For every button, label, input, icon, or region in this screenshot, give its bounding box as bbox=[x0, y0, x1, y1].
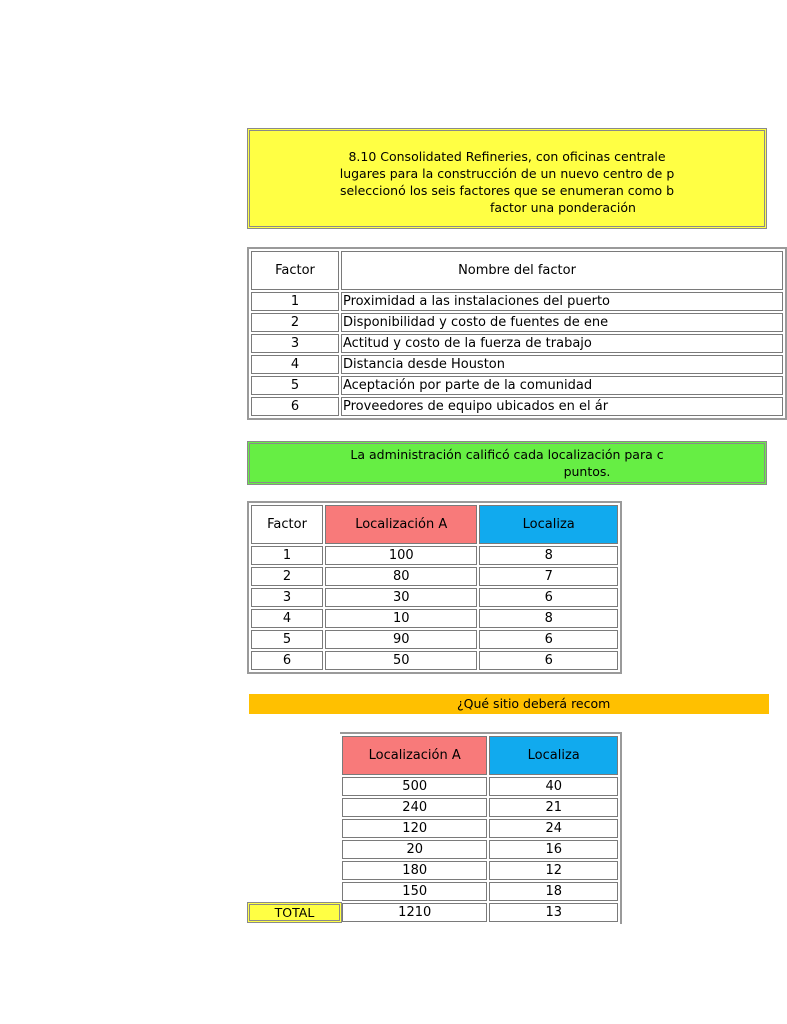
location-b-weighted: 40 bbox=[489, 777, 618, 796]
location-b-header: Localiza bbox=[479, 505, 618, 544]
table-row bbox=[251, 397, 783, 416]
table-row bbox=[342, 777, 618, 796]
location-a-weighted: 180 bbox=[342, 861, 487, 880]
location-a-header: Localización A bbox=[325, 505, 477, 544]
location-b-score: 7 bbox=[479, 567, 618, 586]
factor-number: 1 bbox=[251, 546, 323, 565]
table-row bbox=[251, 355, 783, 374]
location-b-weighted: 21 bbox=[489, 798, 618, 817]
table-row bbox=[251, 609, 618, 628]
location-b-total: 13 bbox=[489, 903, 618, 922]
location-a-weighted: 150 bbox=[342, 882, 487, 901]
factor-number: 6 bbox=[251, 651, 323, 670]
factor-name: Actitud y costo de la fuerza de trabajo bbox=[341, 334, 783, 353]
location-a-header: Localización A bbox=[342, 736, 487, 775]
table-row bbox=[342, 819, 618, 838]
table-row bbox=[251, 376, 783, 395]
location-a-score: 90 bbox=[325, 630, 477, 649]
location-a-score: 50 bbox=[325, 651, 477, 670]
factors-table bbox=[247, 247, 787, 420]
factor-number: 3 bbox=[251, 334, 339, 353]
factor-name: Distancia desde Houston bbox=[341, 355, 783, 374]
location-b-score: 8 bbox=[479, 546, 618, 565]
table-row bbox=[342, 840, 618, 859]
total-label: TOTAL bbox=[247, 902, 342, 923]
table-row bbox=[251, 546, 618, 565]
factor-name-header: Nombre del factor bbox=[341, 251, 783, 290]
factor-header: Factor bbox=[251, 505, 323, 544]
table-row bbox=[342, 798, 618, 817]
table-row bbox=[251, 292, 783, 311]
factor-header: Factor bbox=[251, 251, 339, 290]
location-b-score: 6 bbox=[479, 630, 618, 649]
location-a-score: 80 bbox=[325, 567, 477, 586]
rating-note bbox=[247, 441, 767, 485]
location-a-score: 100 bbox=[325, 546, 477, 565]
total-row bbox=[342, 903, 618, 922]
table-row bbox=[251, 630, 618, 649]
location-b-weighted: 24 bbox=[489, 819, 618, 838]
table-row bbox=[342, 861, 618, 880]
location-a-score: 30 bbox=[325, 588, 477, 607]
spreadsheet-view bbox=[247, 0, 675, 1024]
factor-number: 3 bbox=[251, 588, 323, 607]
problem-line-2: lugares para la construcción de un nuevo centro de p bbox=[339, 166, 675, 181]
factor-number: 5 bbox=[251, 376, 339, 395]
question-bar: ¿Qué sitio deberá recom bbox=[249, 694, 769, 714]
table-row bbox=[251, 567, 618, 586]
location-a-weighted: 240 bbox=[342, 798, 487, 817]
location-b-score: 8 bbox=[479, 609, 618, 628]
factor-number: 2 bbox=[251, 567, 323, 586]
location-b-score: 6 bbox=[479, 588, 618, 607]
note-line-2: puntos. bbox=[563, 464, 611, 479]
weighted-scores-table bbox=[340, 732, 622, 924]
location-b-weighted: 16 bbox=[489, 840, 618, 859]
problem-line-4: factor una ponderación bbox=[490, 200, 636, 215]
table-row bbox=[251, 334, 783, 353]
table-row bbox=[342, 882, 618, 901]
problem-statement bbox=[247, 128, 767, 229]
location-b-weighted: 18 bbox=[489, 882, 618, 901]
table-row bbox=[251, 313, 783, 332]
factor-number: 4 bbox=[251, 609, 323, 628]
factor-number: 1 bbox=[251, 292, 339, 311]
table-row bbox=[251, 588, 618, 607]
note-line-1: La administración calificó cada localización para c bbox=[350, 447, 664, 462]
factor-name: Proximidad a las instalaciones del puerto bbox=[341, 292, 783, 311]
location-a-weighted: 20 bbox=[342, 840, 487, 859]
problem-line-3: seleccionó los seis factores que se enumeran como b bbox=[339, 183, 675, 198]
factor-name: Disponibilidad y costo de fuentes de ene bbox=[341, 313, 783, 332]
factor-name: Aceptación por parte de la comunidad bbox=[341, 376, 783, 395]
factor-number: 4 bbox=[251, 355, 339, 374]
location-b-weighted: 12 bbox=[489, 861, 618, 880]
factor-name: Proveedores de equipo ubicados en el ár bbox=[341, 397, 783, 416]
location-b-header: Localiza bbox=[489, 736, 618, 775]
table-row bbox=[251, 651, 618, 670]
location-a-total: 1210 bbox=[342, 903, 487, 922]
factor-number: 2 bbox=[251, 313, 339, 332]
location-a-weighted: 500 bbox=[342, 777, 487, 796]
problem-line-1: 8.10 Consolidated Refineries, con oficinas centrale bbox=[348, 149, 666, 164]
factor-number: 6 bbox=[251, 397, 339, 416]
ratings-table bbox=[247, 501, 622, 674]
location-a-score: 10 bbox=[325, 609, 477, 628]
factor-number: 5 bbox=[251, 630, 323, 649]
location-a-weighted: 120 bbox=[342, 819, 487, 838]
location-b-score: 6 bbox=[479, 651, 618, 670]
